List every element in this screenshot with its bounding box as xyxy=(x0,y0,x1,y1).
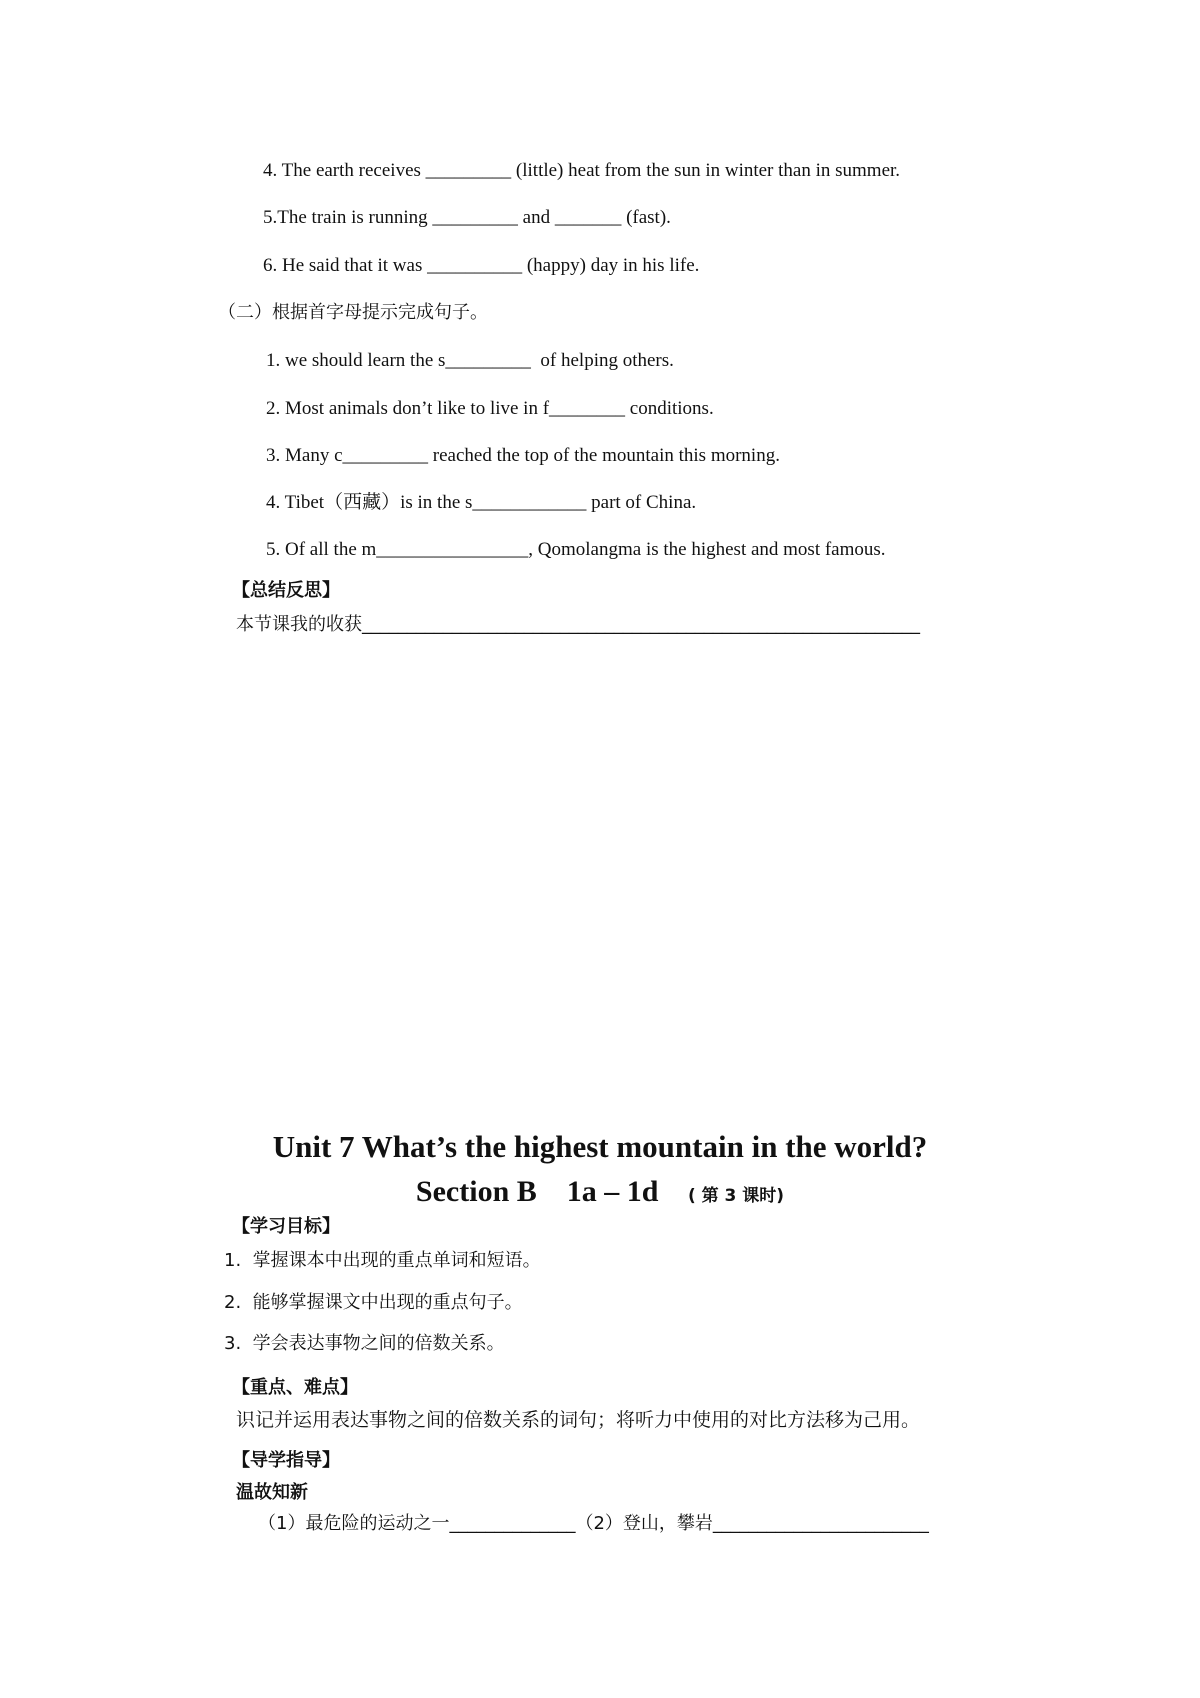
list-item: 4. Tibet（西藏）is in the s____________ part of China. xyxy=(266,492,697,513)
page-title: Unit 7 What’s the highest mountain in the world? xyxy=(272,1129,928,1164)
section-heading: 【总结反思】 xyxy=(232,580,340,601)
list-item: 1. 掌握课本中出现的重点单词和短语。 xyxy=(224,1250,541,1271)
exercise-item-6: 6. He said that it was __________ (happy) day in his life. xyxy=(263,255,700,276)
list-item: 5. Of all the m________________, Qomolangma is the highest and most famous. xyxy=(266,539,886,560)
section-heading: 【导学指导】 xyxy=(232,1450,340,1471)
section-heading: 【重点、难点】 xyxy=(232,1377,358,1398)
keypoints-text: 识记并运用表达事物之间的倍数关系的词句；将听力中使用的对比方法移为己用。 xyxy=(236,1409,921,1431)
exercise-item-4: 4. The earth receives _________ (little) heat from the sun in winter than in summer. xyxy=(263,160,901,181)
section-subtitle xyxy=(0,1173,1200,1215)
subheading: 温故知新 xyxy=(236,1482,308,1503)
section-heading: 【学习目标】 xyxy=(232,1216,340,1237)
exercise-item-5: 5.The train is running _________ and _______ (fast). xyxy=(263,207,671,228)
summary-line: 本节课我的收获______________________________________________________________ xyxy=(236,614,920,635)
lesson-label: ( 第 3 课时) xyxy=(687,1186,785,1206)
list-item: 2. Most animals don’t like to live in f________ conditions. xyxy=(266,398,714,419)
list-item: 3. 学会表达事物之间的倍数关系。 xyxy=(224,1333,505,1354)
review-line: （1）最危险的运动之一______________（2）登山，攀岩________________________ xyxy=(258,1513,929,1534)
list-item: 1. we should learn the s_________ of helping others. xyxy=(266,350,674,371)
section-label: Section B 1a – 1d xyxy=(415,1175,659,1208)
list-item: 2. 能够掌握课文中出现的重点句子。 xyxy=(224,1292,523,1313)
list-item: 3. Many c_________ reached the top of the mountain this morning. xyxy=(266,445,780,466)
section-heading: （二）根据首字母提示完成句子。 xyxy=(218,302,488,323)
